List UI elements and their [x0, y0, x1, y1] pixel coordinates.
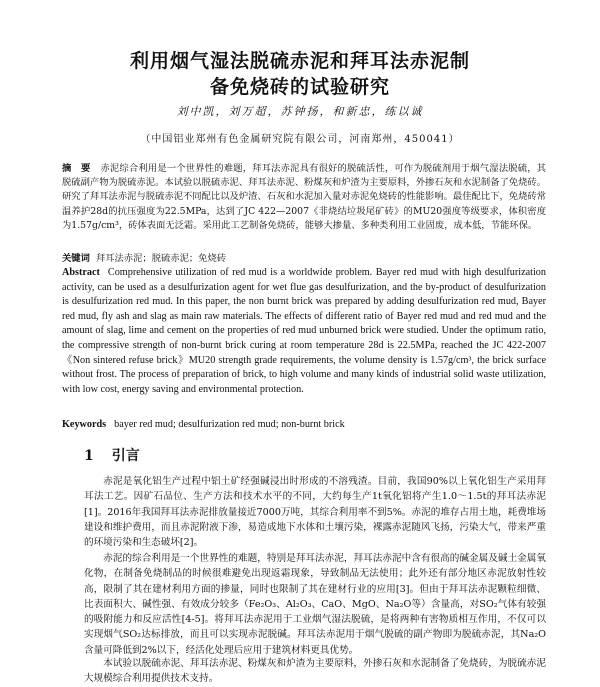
paper-title-line1: 利用烟气湿法脱硫赤泥和拜耳法赤泥制 [129, 50, 470, 72]
chinese-abstract-text: 赤泥综合利用是一个世界性的难题，拜耳法赤泥具有很好的脱硫活性，可作为脱硫剂用于烟气湿法脱硫，其脱硫副产物为脱硫赤泥。本试验以脱硫赤泥、拜耳法赤泥、粉煤灰和炉渣为主要原料，外掺石灰和水泥制备了免烧砖。研究了拜耳法赤泥与脱硫赤泥不同配比以及炉渣、石灰和水泥加入量对赤泥免烧砖的性能影响。最佳配比下，免烧砖常温养护28d的抗压强度为22.5MPa，达到了JC 422—2007《非烧结垃圾尾矿砖》的MU20强度等级要求，体积密度为1.57g/cm³，砖体表面无泛霜。采用此工艺制备免烧砖，能够大掺量、多种类利用工业固废，成本低，节能环保。 [62, 163, 546, 231]
english-keywords-label: Keywords [62, 419, 107, 430]
chinese-keywords-label: 关键词 [62, 253, 90, 264]
english-abstract-label: Abstract [62, 267, 100, 278]
english-abstract-text: Comprehensive utilization of red mud is a worldwide problem. Bayer red mud with high desulfurization activity, can be used as a desulfurization agent for wet flue gas desulfurization, and the by-product of desulfurization is desulfurization red mud. In this paper, the non burnt brick was prepared by adding desulfurization red mud, Bayer red mud, fly ash and slag as main raw materials. The effects of different ratio of Bayer red mud and red mud and the amount of slag, lime and cement on the properties of red mud unburned brick were studied. Under the optimum ratio, the compressive strength of non-burnt brick curing at room temperature 28d is 22.5MPa, reached the JC 422-2007《Non sintered refuse brick》MU20 strength grade requirements, the volume density is 1.57g/cm³, the brick surface without frost. The process of preparation of brick, to high volume and many kinds of industrial solid waste utilization, with low cost, energy saving and environmental protection. [62, 267, 546, 395]
english-abstract [62, 266, 546, 397]
paper-title-line2: 备免烧砖的试验研究 [209, 76, 390, 98]
section-number: 1 [84, 448, 94, 464]
chinese-abstract-label: 摘 要 [62, 163, 91, 174]
intro-paragraph-1: 赤泥是氧化铝生产过程中铝土矿经强碱浸出时形成的不溶残渣。目前，我国90%以上氧化铝生产采用拜耳法工艺。因矿石品位、生产方法和技术水平的不同，大约每生产1t氧化铝将产生1.0～1.5t的拜耳法赤泥[1]。2016年我国拜耳法赤泥排放量接近7000万吨，其综合利用率不到5%。赤泥的堆存占用土地，耗费堆场建设和维护费用，而且赤泥附液下渗，易造成地下水体和土壤污染，裸露赤泥随风飞扬，污染大气，带来严重的环境污染和生态破坏[2]。 [84, 476, 546, 549]
english-keywords-text: bayer red mud; desulfurization red mud; non-burnt brick [114, 419, 345, 430]
english-keywords [62, 419, 546, 430]
chinese-keywords-text: 拜耳法赤泥；脱硫赤泥；免烧砖 [95, 253, 227, 264]
section-heading [84, 445, 140, 465]
affiliation: （中国铝业郑州有色金属研究院有限公司，河南郑州，450041） [140, 134, 460, 145]
chinese-abstract [62, 162, 546, 233]
section-title: 引言 [111, 448, 140, 464]
intro-paragraph-2: 赤泥的综合利用是一个世界性的难题，特别是拜耳法赤泥，拜耳法赤泥中含有很高的碱金属及碱土金属氧化物，在制备免烧制品的时候很难避免出现返霜现象，导致制品无法使用；此外还有部分地区赤泥放射性较高，限制了其在建材利用方面的掺量，同时也限制了其在建材行业的应用[3]。但由于拜耳法赤泥颗粒细微、比表面积大、碱性强、有效成分较多（Fe₂O₃、Al₂O₃、CaO、MgO、Na₂O等）含量高，对SO₂气体有较强的吸附能力和反应活性[4-5]。将拜耳法赤泥用于工业烟气湿法脱硫，是将两种有害物质相互作用，不仅可以实现烟气SO₂达标排放，而且可以实现赤泥脱碱。拜耳法赤泥用于烟气脱硫的副产物即为脱硫赤泥，其Na₂O含量可降低到2%以下，经活化处理后应用于建筑材料更具优势。 [84, 553, 546, 656]
chinese-keywords [62, 250, 546, 264]
authors: 刘中凯，刘万超，苏钟扬，和新忠，练以诚 [176, 105, 424, 118]
intro-paragraph-3: 本试验以脱硫赤泥、拜耳法赤泥、粉煤灰和炉渣为主要原料，外掺石灰和水泥制备了免烧砖，为脱硫赤泥大规模综合利用提供技术支持。 [84, 658, 546, 685]
